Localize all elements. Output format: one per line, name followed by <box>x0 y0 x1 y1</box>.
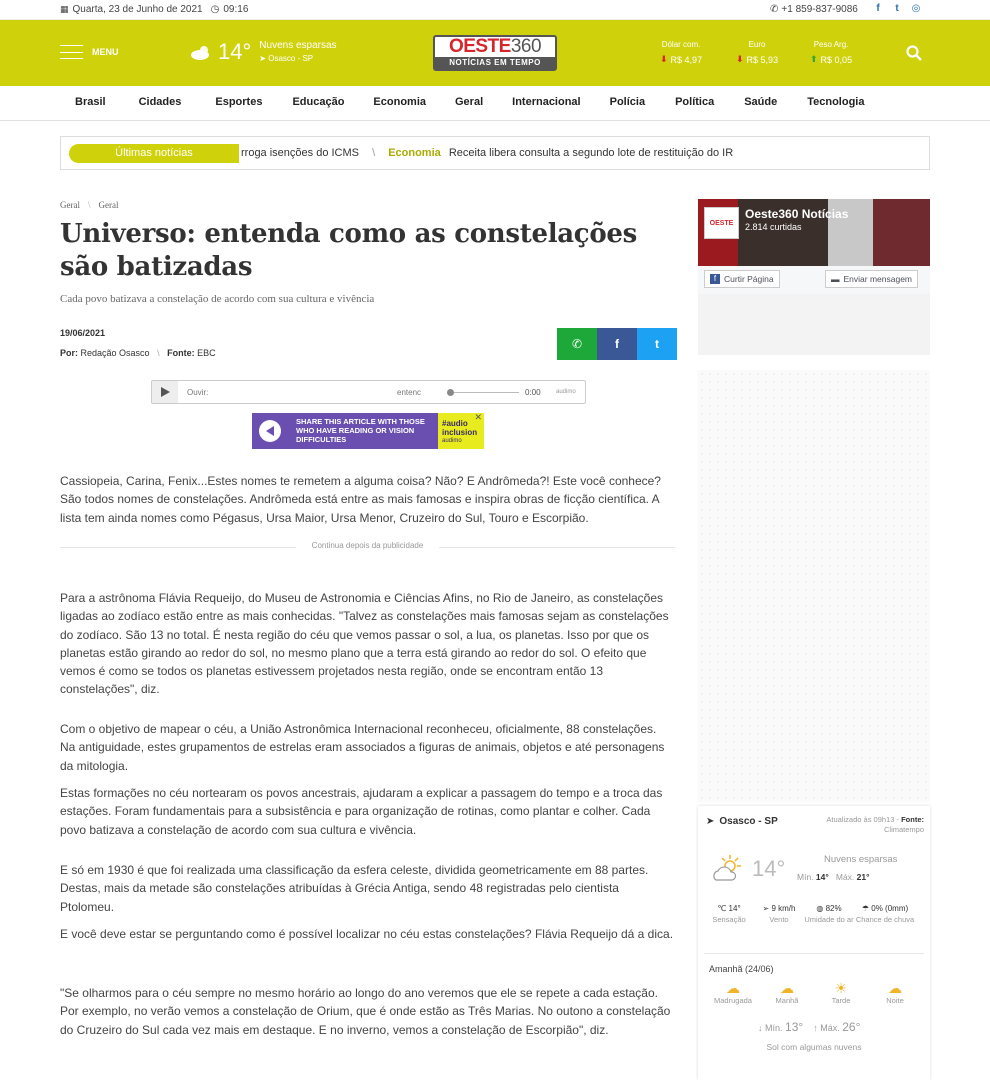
cloud-sun-icon <box>710 854 744 884</box>
header-weather[interactable] <box>190 39 337 65</box>
nav-item-saude[interactable]: Saúde <box>744 96 778 108</box>
max-temp: 21° <box>856 872 870 882</box>
banner-tag: inclusion <box>442 428 478 437</box>
stat-value: 9 km/h <box>771 904 796 913</box>
article-paragraph: Cassiopeia, Carina, Fenix...Estes nomes te remetem a alguma coisa? Não? E Andrômeda?! Este você conhece? São todos nomes de constelações. Andrômeda está entre as mais famosas e inspira obras de ficção científica. A lista tem ainda nomes como Pégasus, Ursa Maior, Ursa Menor, Cruzeiro do Sul, Touro e Escorpião. <box>60 474 661 525</box>
stat-label: Umidade do ar <box>804 915 854 924</box>
weather-source: Climatempo <box>883 825 924 834</box>
author-label: Por: <box>60 348 78 358</box>
like-page-label: Curtir Página <box>724 274 774 284</box>
ticker-item[interactable]: Receita libera consulta a segundo lote de restituição do IR <box>448 147 734 159</box>
search-icon[interactable] <box>906 45 922 61</box>
ad-slot <box>698 370 930 802</box>
stat-value: 14° <box>728 904 741 913</box>
breadcrumb-item[interactable]: Geral <box>60 200 80 210</box>
nav-item-cidades[interactable]: Cidades <box>138 96 182 108</box>
arrow-up-icon: ↑ <box>813 1023 818 1033</box>
cloud-sun-icon: ☁ <box>726 980 740 996</box>
arrow-down-icon: ↓ <box>758 1023 763 1033</box>
location-arrow-icon: ➤ <box>706 816 715 827</box>
site-header <box>0 20 990 86</box>
banner-tag: audimo <box>442 438 462 444</box>
send-message-button[interactable] <box>825 270 918 288</box>
sun-icon: ☀ <box>834 980 848 996</box>
send-message-label: Enviar mensagem <box>843 274 913 284</box>
messenger-icon: ▬ <box>831 274 840 284</box>
thermometer-icon: ℃ <box>717 904 727 913</box>
logo-main: OESTE <box>448 36 511 57</box>
period-label: Madrugada <box>714 996 752 1005</box>
source-name: EBC <box>197 348 216 358</box>
nav-item-educacao[interactable]: Educação <box>292 96 345 108</box>
location-arrow-icon: ➤ <box>259 54 266 63</box>
wind-icon: ➢ <box>762 904 770 913</box>
divider <box>704 953 924 954</box>
arrow-down-icon: ⬇ <box>736 54 744 64</box>
weather-updated: Atualizado às 09h13 - <box>826 815 899 824</box>
speaker-icon <box>259 420 281 442</box>
forecast-description: Sol com algumas nuvens <box>766 1042 862 1052</box>
player-label: Ouvir: <box>187 388 209 397</box>
breadcrumb: Geral \ Geral <box>60 200 119 210</box>
phone-number: +1 859-837-9086 <box>781 4 858 15</box>
fx-euro <box>736 40 778 65</box>
facebook-icon[interactable]: f <box>876 3 880 14</box>
forecast-min: 13° <box>785 1020 804 1034</box>
player-title: entenc <box>397 388 422 397</box>
nav-item-brasil[interactable]: Brasil <box>75 96 106 108</box>
weather-location: Osasco - SP <box>719 816 778 827</box>
source-label: Fonte: <box>167 348 195 358</box>
twitter-icon: t <box>655 337 659 351</box>
article-subtitle: Cada povo batizava a constelação de acordo com sua cultura e vivência <box>60 293 375 305</box>
forecast-max: 26° <box>842 1020 861 1034</box>
facebook-icon: f <box>615 337 619 351</box>
banner-tag: #audio <box>442 419 468 428</box>
nav-item-tecnologia[interactable]: Tecnologia <box>807 96 865 108</box>
date-time <box>60 4 248 15</box>
fx-value: R$ 5,93 <box>746 54 779 65</box>
facebook-page-name[interactable]: Oeste360 Notícias <box>745 207 849 221</box>
menu-button[interactable] <box>60 45 119 59</box>
nav-item-politica[interactable]: Política <box>675 96 715 108</box>
max-label: Máx. <box>835 872 855 882</box>
article-paragraph: E só em 1930 é que foi realizada uma classificação da esfera celeste, dividida geometricamente em 88 partes. Destas, mais da metade são constelações atribuídas à Grécia Antiga, sendo 48 registradas pelo cientista Ptolomeu. <box>60 863 649 914</box>
cloud-sun-icon <box>190 43 212 61</box>
facebook-icon: f <box>710 274 720 284</box>
top-bar <box>0 0 990 20</box>
facebook-likes: 2.814 curtidas <box>745 222 802 232</box>
min-label: Mín. <box>797 872 814 882</box>
current-time: 09:16 <box>223 4 249 15</box>
ad-slot <box>698 294 930 355</box>
news-ticker <box>60 136 930 170</box>
article-paragraph: Com o objetivo de mapear o céu, a União Astronômica Internacional reconheceu, oficialmente, 88 constelações. Na antiguidade, estes grupamentos de estrelas eram associados a figuras de animais, objetos e até personagens da mitologia. <box>60 722 665 773</box>
calendar-icon: ▦ <box>60 4 69 14</box>
fx-value: R$ 4,97 <box>670 54 703 65</box>
weather-source-label: Fonte: <box>901 815 924 824</box>
cloud-sun-icon: ☁ <box>780 980 794 996</box>
nav-item-esportes[interactable]: Esportes <box>215 96 263 108</box>
nav-item-economia[interactable]: Economia <box>373 96 426 108</box>
fx-label: Dólar com. <box>661 40 701 49</box>
whatsapp-icon: ✆ <box>770 4 779 15</box>
ticker-item[interactable]: rroga isenções do ICMS <box>241 147 359 159</box>
ticker-category[interactable]: Economia <box>388 147 441 159</box>
audio-inclusion-banner[interactable] <box>252 413 484 449</box>
period-label: Manhã <box>775 996 799 1005</box>
clock-icon: ◷ <box>210 4 220 15</box>
main-nav <box>0 86 990 121</box>
banner-text: SHARE THIS ARTICLE WITH THOSE WHO HAVE READING OR VISION DIFFICULTIES <box>296 417 425 444</box>
weather-temperature: 14° <box>752 856 786 881</box>
fx-label: Euro <box>748 40 766 49</box>
article-date: 19/06/2021 <box>60 328 106 338</box>
forecast-max-label: Máx. <box>820 1023 840 1033</box>
instagram-icon[interactable]: ◎ <box>911 3 921 14</box>
hamburger-icon <box>60 45 83 59</box>
close-icon[interactable]: ✕ <box>474 412 482 422</box>
ticker-label: Últimas notícias <box>69 144 239 163</box>
article-paragraph: Estas formações no céu nortearam os povos ancestrais, ajudaram a explicar a passagem do tempo e a troca das estações. Foram fundamentais para a subsistência e para organização de rotinas, como plantar e colher. Cada povo batizava a constelação de acordo com sua cultura e vivência. <box>60 786 663 837</box>
stat-value: 0% (0mm) <box>871 904 909 913</box>
share-facebook-button[interactable] <box>597 328 637 360</box>
forecast-title: Amanhã (24/06) <box>709 964 774 974</box>
share-twitter-button[interactable] <box>637 328 677 360</box>
play-icon[interactable] <box>152 381 178 403</box>
nav-item-geral[interactable]: Geral <box>455 96 484 108</box>
ad-note: Continua depois da publicidade <box>60 541 675 555</box>
article-paragraph: "Se olharmos para o céu sempre no mesmo horário ao longo do ano veremos que ele se repete a cada estação. Por exemplo, no verão vemos a constelação de Orium, que é onde estão as Três Marias. No outono a constelação do Cruzeiro do Sul cada vez mais em destaque. E no inverno, vemos a constelação de Escorpião", diz. <box>60 986 671 1037</box>
menu-label: MENU <box>92 47 119 57</box>
header-weather-location: Osasco - SP <box>268 54 314 63</box>
period-label: Tarde <box>831 996 851 1005</box>
stat-label: Chance de chuva <box>855 915 915 924</box>
cloud-sun-icon: ☁ <box>888 980 902 996</box>
logo-number: 360 <box>510 36 542 57</box>
header-weather-desc: Nuvens esparsas <box>259 40 337 51</box>
nav-item-internacional[interactable]: Internacional <box>512 96 581 108</box>
facebook-page-logo: OESTE <box>704 207 739 239</box>
fx-peso <box>810 40 852 65</box>
share-whatsapp-button[interactable] <box>557 328 597 360</box>
audio-player <box>151 380 586 404</box>
article-byline: Por: Redação Osasco \ Fonte: EBC <box>60 348 216 358</box>
drop-icon: ◍ <box>816 904 824 913</box>
header-temperature: 14° <box>218 39 252 64</box>
forecast-min-label: Mín. <box>765 1023 783 1033</box>
stat-label: Sensação <box>712 915 746 924</box>
stat-value: 82% <box>825 904 842 913</box>
twitter-icon[interactable]: t <box>895 3 899 14</box>
fx-label: Peso Arg. <box>813 40 849 49</box>
share-buttons <box>557 328 677 360</box>
article-paragraph: Para a astrônoma Flávia Requeijo, do Museu de Astronomia e Ciências Afins, no Rio de Janeiro, as constelações ligadas ao zodíaco estão entre as mais conhecidas. "Talvez as constelações mais famosas sejam as constelações do zodíaco. São 13 no total. É nesta região do céu que vemos passar o sol, a lua, os planetas. Isso por que os planetas estão girando ao redor do sol, no mesmo plano que a terra está girando ao redor do sol. O efeito que vemos é como se todos os planetas estivessem projetados nesta região, onde se encontram então 13 constelações", diz. <box>60 591 669 697</box>
logo-tagline: NOTÍCIAS EM TEMPO <box>435 57 555 69</box>
player-progress-handle[interactable] <box>447 389 454 396</box>
arrow-down-icon: ⬇ <box>660 54 668 64</box>
article-title: Universo: entenda como as constelações são batizadas <box>60 219 637 282</box>
player-time: 0:00 <box>525 388 541 397</box>
weather-condition: Nuvens esparsas <box>824 854 898 865</box>
like-page-button[interactable] <box>704 270 780 288</box>
phone-contact[interactable] <box>770 4 858 15</box>
fx-value: R$ 0,05 <box>820 54 853 65</box>
article-paragraph: E você deve estar se perguntando como é possível localizar no céu estas constelações? Flávia Requeijo dá a dica. <box>60 927 674 941</box>
arrow-up-icon: ⬆ <box>810 54 818 64</box>
current-date: Quarta, 23 de Junho de 2021 <box>72 4 203 15</box>
fx-dolar <box>660 40 702 65</box>
stat-label: Vento <box>769 915 789 924</box>
weather-widget <box>698 806 930 1080</box>
whatsapp-icon: ✆ <box>571 337 583 351</box>
facebook-page-widget[interactable] <box>698 199 930 294</box>
author-name: Redação Osasco <box>80 348 150 358</box>
period-label: Noite <box>886 996 904 1005</box>
min-temp: 14° <box>815 872 829 882</box>
umbrella-icon: ☂ <box>861 904 870 913</box>
social-links <box>873 3 921 15</box>
ticker-separator: \ <box>372 147 376 159</box>
nav-item-policia[interactable]: Polícia <box>609 96 646 108</box>
breadcrumb-item[interactable]: Geral <box>98 200 119 210</box>
player-brand: audimo <box>556 389 576 395</box>
player-progress[interactable] <box>449 392 519 393</box>
site-logo[interactable] <box>433 35 557 71</box>
